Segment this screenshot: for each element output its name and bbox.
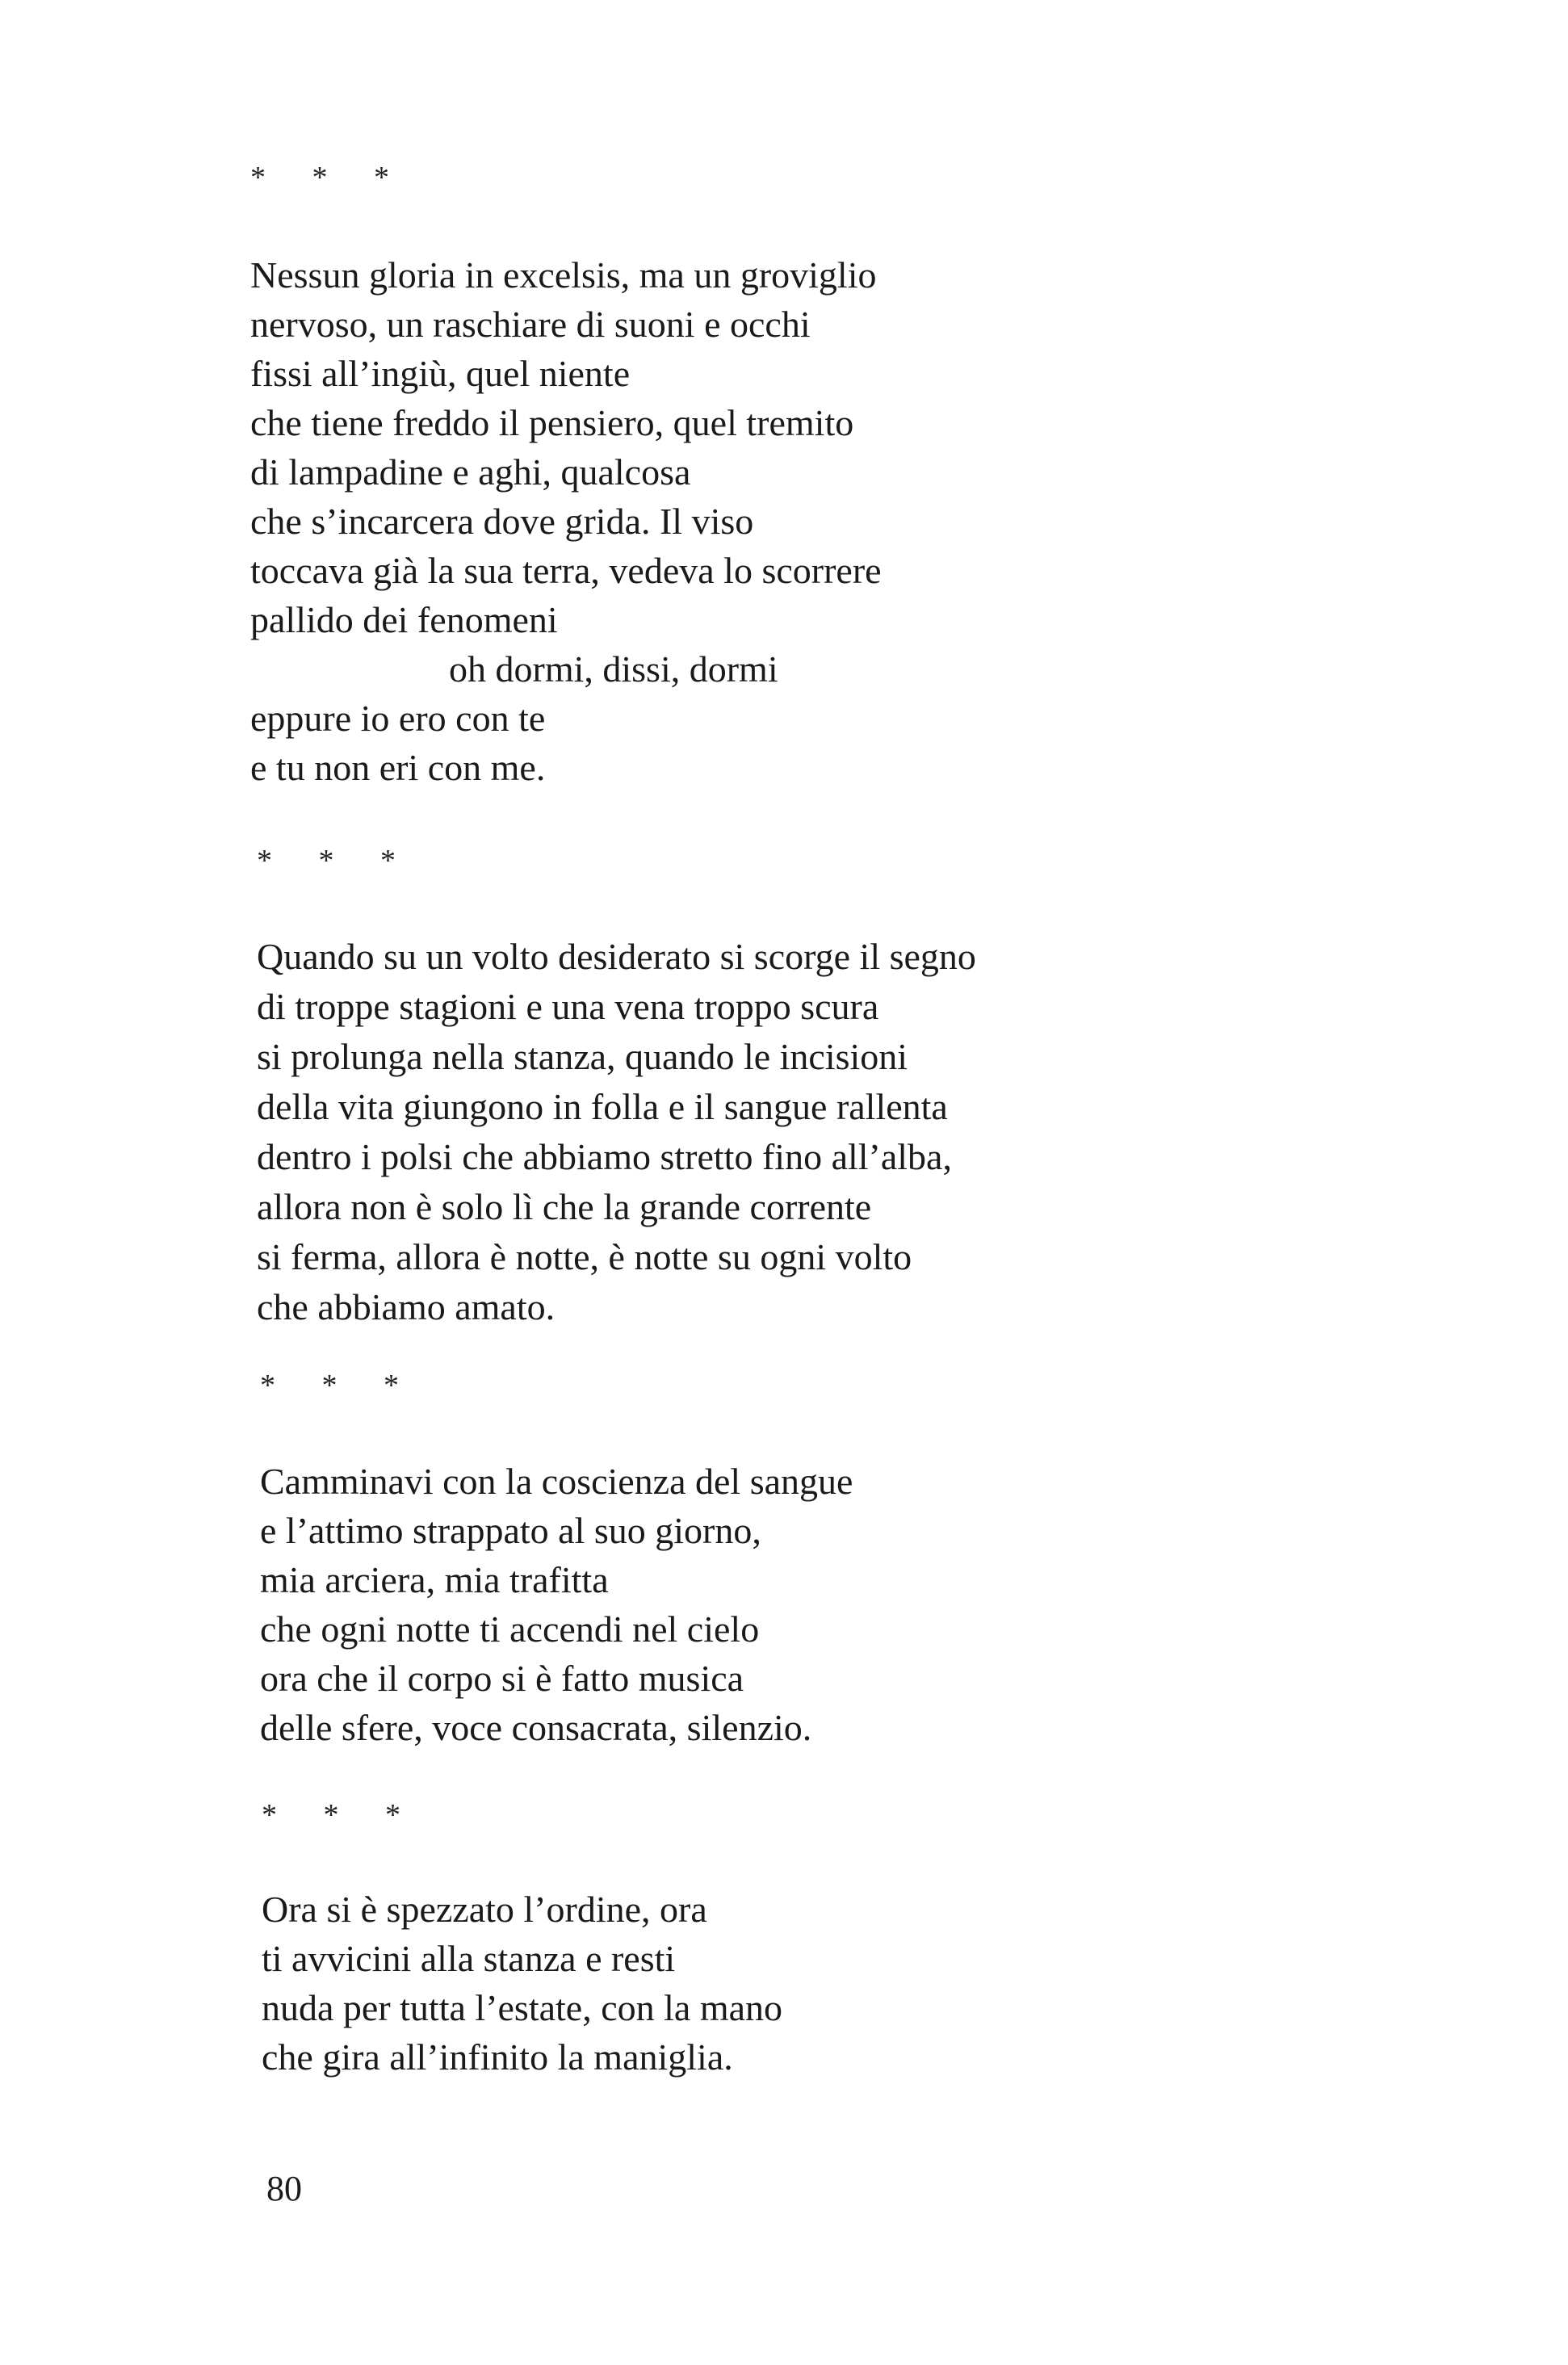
poem-line: mia arciera, mia trafitta [260,1559,609,1600]
poem-line: toccava già la sua terra, vedeva lo scorrere [250,550,882,591]
poem-line: Nessun gloria in excelsis, ma un groviglio [250,254,877,296]
poem-line: allora non è solo lì che la grande corrente [257,1186,872,1227]
poem-line: di troppe stagioni e una vena troppo scura [257,986,879,1027]
poem-line: Quando su un volto desiderato si scorge il segno [257,936,976,977]
poem-text [262,1885,1432,2082]
poem-line: di lampadine e aghi, qualcosa [250,451,691,493]
poem-line: e l’attimo strappato al suo giorno, [260,1510,761,1551]
poem-line: che tiene freddo il pensiero, quel tremito [250,402,854,443]
poem-line: ora che il corpo si è fatto musica [260,1658,744,1699]
poem-line: che s’incarcera dove grida. Il viso [250,501,754,542]
poem-line: ti avvicini alla stanza e resti [262,1938,676,1979]
poem-section [257,845,1428,1332]
poem-text [250,250,1421,792]
section-separator: * * * [260,1369,418,1403]
poem-line-indented: oh dormi, dissi, dormi [449,648,778,690]
poem-line: che ogni notte ti accendi nel cielo [260,1608,760,1650]
poem-line: eppure io ero con te [250,698,546,739]
section-separator: * * * [257,844,415,878]
poem-line: e tu non eri con me. [250,747,546,788]
poem-line: Ora si è spezzato l’ordine, ora [262,1889,707,1930]
poem-section [260,1369,1431,1752]
poem-line: nervoso, un raschiare di suoni e occhi [250,304,811,345]
poem-section [250,161,1421,792]
section-separator: * * * [262,1798,420,1832]
poem-line: fissi all’ingiù, quel niente [250,353,631,394]
poem-section [262,1799,1432,2082]
poem-line: delle sfere, voce consacrata, silenzio. [260,1707,812,1748]
poem-line: della vita giungono in folla e il sangue rallenta [257,1086,948,1127]
page-number: 80 [266,2169,302,2208]
poem-line: si prolunga nella stanza, quando le incisioni [257,1036,908,1077]
poem-text [260,1457,1431,1752]
poem-text [257,932,1428,1332]
poem-line: nuda per tutta l’estate, con la mano [262,1987,783,2028]
poem-line: che gira all’infinito la maniglia. [262,2036,733,2078]
poem-line: dentro i polsi che abbiamo stretto fino all’alba, [257,1136,952,1177]
section-separator: * * * [250,161,409,195]
poem-line: si ferma, allora è notte, è notte su ogni volto [257,1236,912,1277]
poem-line: pallido dei fenomeni [250,599,558,640]
poem-line: che abbiamo amato. [257,1286,556,1327]
poem-line: Camminavi con la coscienza del sangue [260,1461,853,1502]
